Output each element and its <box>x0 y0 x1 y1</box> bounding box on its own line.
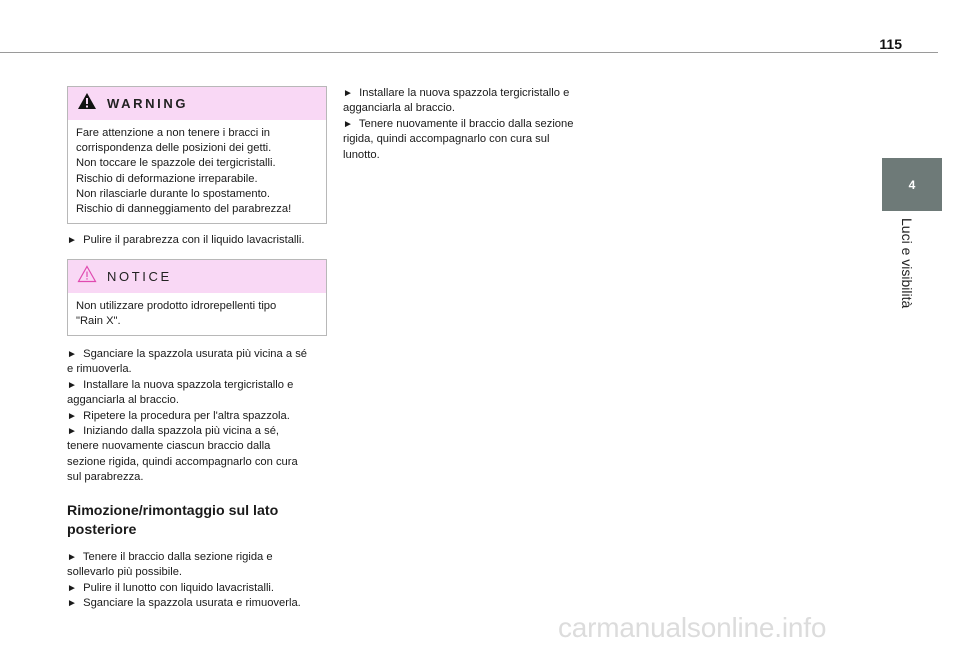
right-steps <box>343 86 595 163</box>
step-line: sezione rigida, quindi accompagnarlo con cura <box>67 455 298 468</box>
bullet-arrow: ► <box>343 118 353 130</box>
step-line: Pulire il lunotto con liquido lavacristalli. <box>83 581 275 594</box>
warning-line: Fare attenzione a non tenere i bracci in <box>76 127 271 139</box>
step-line: Iniziando dalla spazzola più vicina a sé, <box>83 425 280 438</box>
step-line: tenere nuovamente ciascun braccio dalla <box>67 440 271 453</box>
warning-triangle-icon <box>77 92 97 115</box>
step-line: Tenere nuovamente il braccio dalla sezione <box>358 117 574 130</box>
bullet-arrow: ► <box>67 235 77 247</box>
notice-line: Non utilizzare prodotto idrorepellenti tipo <box>76 299 277 312</box>
bullet-arrow: ► <box>343 88 353 99</box>
step-line: sul parabrezza. <box>67 471 144 484</box>
step-line: sollevarlo più possibile. <box>67 566 183 579</box>
right-column <box>343 86 595 163</box>
step-line: e rimuoverla. <box>67 363 132 376</box>
warning-line: corrispondenza delle posizioni dei getti. <box>76 142 272 155</box>
section-heading-line: Rimozione/rimontaggio sul lato <box>67 502 279 519</box>
warning-line: Rischio di danneggiamento del parabrezza! <box>76 203 292 216</box>
front-steps <box>67 347 327 486</box>
notice-header <box>68 260 326 293</box>
warning-line: Non toccare le spazzole dei tergicristalli. <box>76 157 276 170</box>
bullet-arrow: ► <box>67 582 77 594</box>
bullet-arrow: ► <box>67 551 77 563</box>
step-line: rigida, quindi accompagnarlo con cura sul <box>343 133 550 146</box>
step-line: Installare la nuova spazzola tergicristallo e <box>83 378 294 391</box>
left-column <box>67 86 327 611</box>
notice-box <box>67 259 327 336</box>
watermark-text: carmanualsonline.info <box>558 612 827 643</box>
page-number: 115 <box>879 36 902 52</box>
warning-title: WARNING <box>107 96 189 111</box>
step-clean <box>67 233 327 248</box>
bullet-arrow: ► <box>67 426 77 438</box>
bullet-arrow: ► <box>67 410 77 422</box>
step-line: agganciarla al braccio. <box>67 394 179 407</box>
notice-title: NOTICE <box>107 268 172 284</box>
chapter-title: Luci e visibilità <box>899 218 915 309</box>
notice-text <box>68 293 326 335</box>
bullet-arrow: ► <box>67 597 77 609</box>
step-line: Ripetere la procedura per l'altra spazzola. <box>83 409 290 422</box>
warning-line: Rischio di deformazione irreparabile. <box>76 172 258 185</box>
bullet-arrow: ► <box>67 349 77 361</box>
section-heading <box>67 502 327 540</box>
chapter-number: 4 <box>908 177 916 192</box>
warning-header <box>68 87 326 120</box>
section-heading-line: posteriore <box>67 521 137 538</box>
step-clean-text: Pulire il parabrezza con il liquido lavacristalli. <box>83 234 305 247</box>
chapter-tab[interactable] <box>882 158 942 211</box>
header-rule <box>0 52 938 53</box>
step-line: Tenere il braccio dalla sezione rigida e <box>82 550 273 563</box>
rear-steps <box>67 550 327 612</box>
bullet-arrow: ► <box>67 379 77 391</box>
step-line: Installare la nuova spazzola tergicristallo e <box>359 87 570 99</box>
step-line: agganciarla al braccio. <box>343 102 455 115</box>
step-line: lunotto. <box>343 148 380 161</box>
notice-line: "Rain X". <box>76 314 121 327</box>
step-line: Sganciare la spazzola usurata e rimuoverla. <box>83 596 301 609</box>
warning-text <box>68 120 326 223</box>
warning-box <box>67 86 327 224</box>
warning-line: Non rilasciarle durante lo spostamento. <box>76 187 271 200</box>
notice-triangle-icon <box>77 265 97 288</box>
step-line: Sganciare la spazzola usurata più vicina a sé <box>83 348 308 361</box>
